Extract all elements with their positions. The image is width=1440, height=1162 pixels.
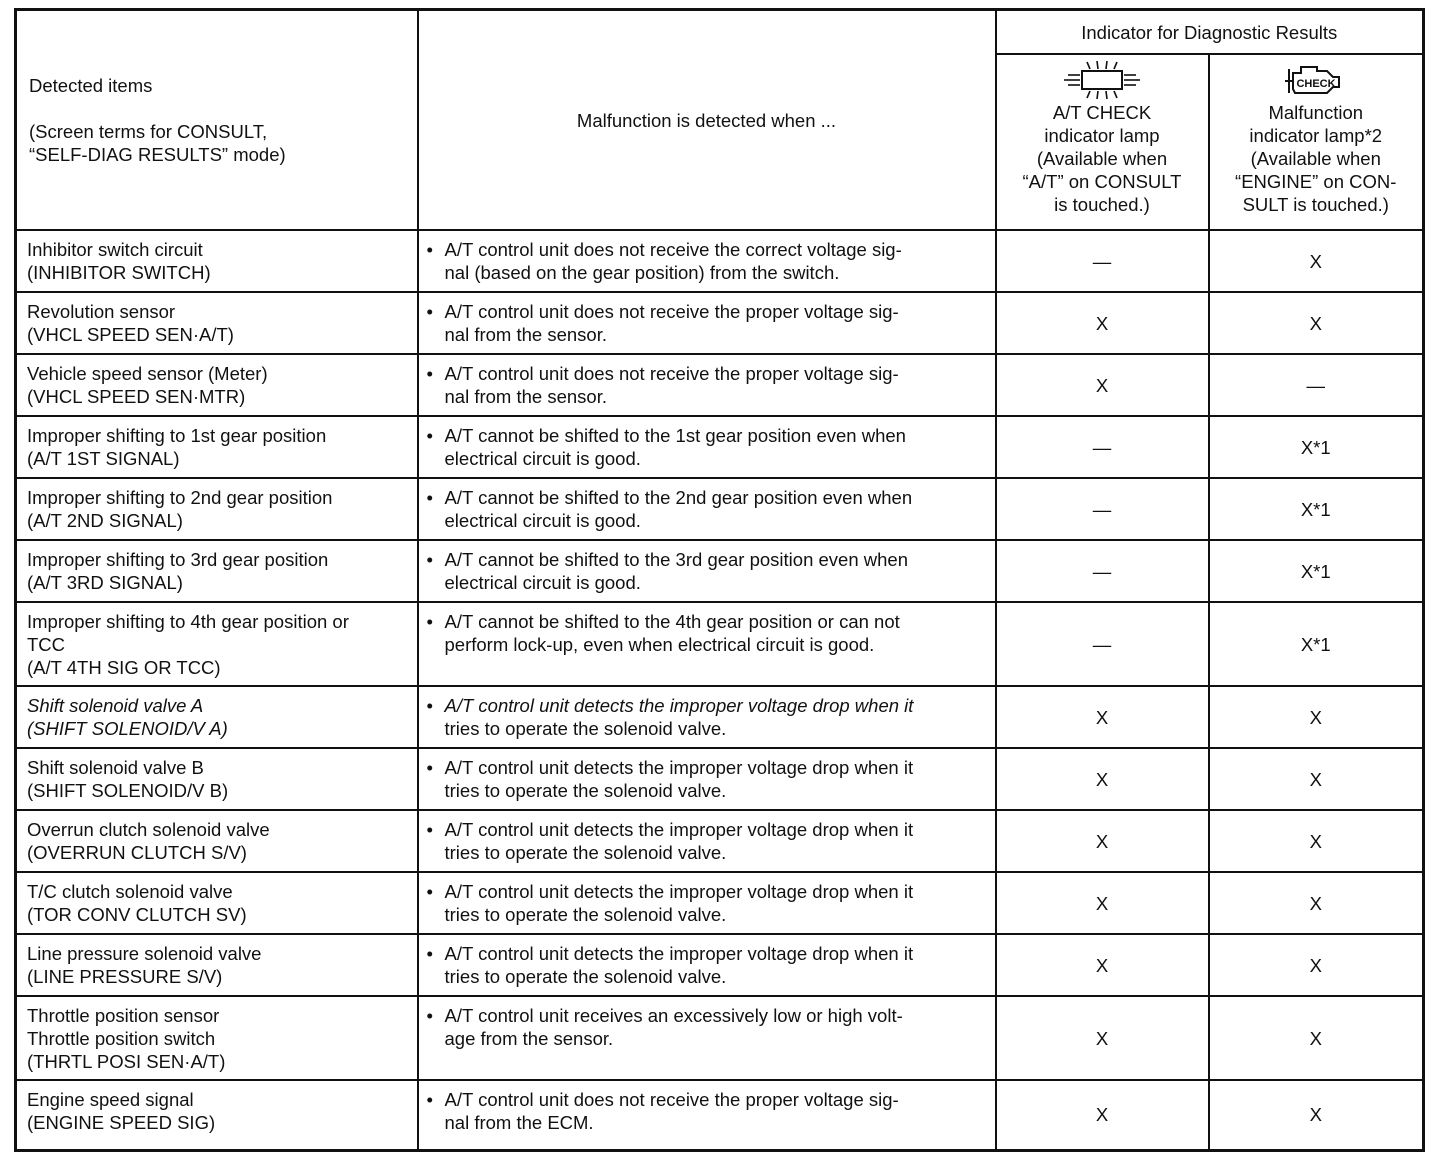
malfunction-line: A/T control unit does not receive the correct voltage sig- bbox=[444, 239, 902, 260]
detected-item-line: Shift solenoid valve A bbox=[27, 695, 204, 716]
detected-item-line: (A/T 1ST SIGNAL) bbox=[27, 448, 180, 469]
malfunction-line: perform lock-up, even when electrical circuit is good. bbox=[444, 634, 875, 655]
detected-item-cell bbox=[16, 686, 418, 748]
bullet-icon: • bbox=[426, 1089, 433, 1110]
table-row bbox=[16, 230, 1424, 292]
detected-item-cell bbox=[16, 810, 418, 872]
malfunction-line: nal (based on the gear position) from the switch. bbox=[444, 262, 840, 283]
at-check-line: “A/T” on CONSULT bbox=[1022, 171, 1182, 192]
malfunction-line: A/T control unit does not receive the proper voltage sig- bbox=[444, 363, 899, 384]
bullet-icon: • bbox=[426, 1005, 433, 1026]
malfunction-line: nal from the sensor. bbox=[444, 386, 607, 407]
detected-item-cell bbox=[16, 540, 418, 602]
malfunction-line: electrical circuit is good. bbox=[444, 448, 641, 469]
malfunction-line: A/T control unit detects the improper voltage drop when it bbox=[444, 943, 914, 964]
detected-items-note: (Screen terms for CONSULT, bbox=[29, 121, 268, 142]
table-row bbox=[16, 872, 1424, 934]
detected-item-line: (A/T 2ND SIGNAL) bbox=[27, 510, 183, 531]
at-check-result: — bbox=[996, 478, 1209, 540]
mil-result: X*1 bbox=[1209, 540, 1424, 602]
header-detected-items bbox=[16, 10, 418, 231]
malfunction-line: electrical circuit is good. bbox=[444, 572, 641, 593]
at-check-result: — bbox=[996, 416, 1209, 478]
malfunction-cell bbox=[418, 354, 996, 416]
malfunction-cell bbox=[418, 934, 996, 996]
detected-item-line: Throttle position switch bbox=[27, 1028, 216, 1049]
malfunction-line: nal from the sensor. bbox=[444, 324, 607, 345]
mil-line: SULT is touched.) bbox=[1242, 194, 1389, 215]
at-check-line: A/T CHECK bbox=[1052, 102, 1152, 123]
bullet-icon: • bbox=[426, 239, 433, 260]
bullet-icon: • bbox=[426, 549, 433, 570]
detected-item-line: Overrun clutch solenoid valve bbox=[27, 819, 270, 840]
malfunction-line: A/T control unit receives an excessively low or high volt- bbox=[444, 1005, 903, 1026]
header-malfunction: Malfunction is detected when ... bbox=[418, 10, 996, 231]
malfunction-cell bbox=[418, 1080, 996, 1150]
detected-item-cell bbox=[16, 602, 418, 686]
bullet-icon: • bbox=[426, 363, 433, 384]
malfunction-line: A/T control unit does not receive the proper voltage sig- bbox=[444, 1089, 899, 1110]
diagnostic-results-table bbox=[14, 8, 1425, 1152]
mil-result: X bbox=[1209, 686, 1424, 748]
malfunction-line: age from the sensor. bbox=[444, 1028, 614, 1049]
malfunction-line: nal from the ECM. bbox=[444, 1112, 594, 1133]
at-check-result: X bbox=[996, 292, 1209, 354]
check-engine-icon bbox=[1281, 59, 1351, 101]
malfunction-cell bbox=[418, 230, 996, 292]
at-check-line: (Available when bbox=[1036, 148, 1168, 169]
bullet-icon: • bbox=[426, 943, 433, 964]
at-check-result: X bbox=[996, 996, 1209, 1080]
detected-item-cell bbox=[16, 292, 418, 354]
detected-item-line: Engine speed signal bbox=[27, 1089, 194, 1110]
bullet-icon: • bbox=[426, 881, 433, 902]
malfunction-cell bbox=[418, 602, 996, 686]
bullet-icon: • bbox=[426, 819, 433, 840]
mil-result: X bbox=[1209, 996, 1424, 1080]
detected-item-line: (OVERRUN CLUTCH S/V) bbox=[27, 842, 247, 863]
table-row bbox=[16, 1080, 1424, 1150]
table-row bbox=[16, 602, 1424, 686]
mil-result: — bbox=[1209, 354, 1424, 416]
detected-item-line: T/C clutch solenoid valve bbox=[27, 881, 233, 902]
table-row bbox=[16, 292, 1424, 354]
malfunction-line: tries to operate the solenoid valve. bbox=[444, 904, 727, 925]
malfunction-line: A/T cannot be shifted to the 2nd gear position even when bbox=[444, 487, 913, 508]
table-row bbox=[16, 934, 1424, 996]
at-check-result: X bbox=[996, 934, 1209, 996]
detected-items-label: Detected items bbox=[29, 75, 153, 96]
detected-item-line: Shift solenoid valve B bbox=[27, 757, 204, 778]
malfunction-cell bbox=[418, 686, 996, 748]
table-row bbox=[16, 748, 1424, 810]
mil-result: X bbox=[1209, 810, 1424, 872]
header-mil-lamp bbox=[1209, 54, 1424, 230]
at-check-result: — bbox=[996, 540, 1209, 602]
mil-result: X bbox=[1209, 230, 1424, 292]
table-row bbox=[16, 354, 1424, 416]
at-check-line: indicator lamp bbox=[1044, 125, 1160, 146]
detected-item-cell bbox=[16, 748, 418, 810]
mil-result: X bbox=[1209, 934, 1424, 996]
detected-item-line: Throttle position sensor bbox=[27, 1005, 220, 1026]
detected-item-line: (VHCL SPEED SEN·MTR) bbox=[27, 386, 246, 407]
detected-items-note: “SELF-DIAG RESULTS” mode) bbox=[29, 144, 286, 165]
mil-line: Malfunction bbox=[1268, 102, 1364, 123]
malfunction-line: A/T control unit detects the improper voltage drop when it bbox=[444, 881, 914, 902]
malfunction-cell bbox=[418, 996, 996, 1080]
table-row bbox=[16, 686, 1424, 748]
at-check-result: X bbox=[996, 872, 1209, 934]
table-row bbox=[16, 810, 1424, 872]
detected-item-line: (LINE PRESSURE S/V) bbox=[27, 966, 223, 987]
malfunction-cell bbox=[418, 292, 996, 354]
malfunction-line: A/T control unit detects the improper voltage drop when it bbox=[444, 695, 914, 716]
malfunction-line: A/T control unit does not receive the proper voltage sig- bbox=[444, 301, 899, 322]
detected-item-line: TCC bbox=[27, 634, 66, 655]
detected-item-line: (TOR CONV CLUTCH SV) bbox=[27, 904, 247, 925]
bullet-icon: • bbox=[426, 757, 433, 778]
at-check-result: — bbox=[996, 602, 1209, 686]
detected-item-line: Revolution sensor bbox=[27, 301, 176, 322]
mil-line: indicator lamp*2 bbox=[1249, 125, 1383, 146]
detected-item-cell bbox=[16, 416, 418, 478]
detected-item-cell bbox=[16, 872, 418, 934]
detected-item-cell bbox=[16, 478, 418, 540]
malfunction-cell bbox=[418, 872, 996, 934]
at-check-lamp-icon bbox=[1054, 59, 1150, 101]
malfunction-cell bbox=[418, 416, 996, 478]
mil-line: (Available when bbox=[1250, 148, 1381, 169]
at-check-line: is touched.) bbox=[1054, 194, 1150, 215]
detected-item-line: (ENGINE SPEED SIG) bbox=[27, 1112, 216, 1133]
detected-item-cell bbox=[16, 1080, 418, 1150]
malfunction-line: tries to operate the solenoid valve. bbox=[444, 842, 727, 863]
table-body bbox=[16, 230, 1424, 1150]
detected-item-cell bbox=[16, 354, 418, 416]
header-at-check-lamp bbox=[996, 54, 1209, 230]
mil-result: X*1 bbox=[1209, 602, 1424, 686]
mil-result: X bbox=[1209, 748, 1424, 810]
detected-item-line: (INHIBITOR SWITCH) bbox=[27, 262, 211, 283]
bullet-icon: • bbox=[426, 695, 433, 716]
detected-item-line: (A/T 4TH SIG OR TCC) bbox=[27, 657, 221, 678]
table-row bbox=[16, 540, 1424, 602]
detected-item-line: (SHIFT SOLENOID/V A) bbox=[27, 718, 228, 739]
malfunction-line: A/T control unit detects the improper voltage drop when it bbox=[444, 819, 914, 840]
malfunction-line: tries to operate the solenoid valve. bbox=[444, 718, 727, 739]
bullet-icon: • bbox=[426, 301, 433, 322]
bullet-icon: • bbox=[426, 487, 433, 508]
table-row bbox=[16, 996, 1424, 1080]
detected-item-line: Improper shifting to 1st gear position bbox=[27, 425, 327, 446]
mil-result: X*1 bbox=[1209, 416, 1424, 478]
detected-item-line: (VHCL SPEED SEN·A/T) bbox=[27, 324, 234, 345]
detected-item-line: Inhibitor switch circuit bbox=[27, 239, 203, 260]
mil-result: X*1 bbox=[1209, 478, 1424, 540]
mil-line: “ENGINE” on CON- bbox=[1235, 171, 1397, 192]
malfunction-line: A/T cannot be shifted to the 4th gear position or can not bbox=[444, 611, 900, 632]
malfunction-line: tries to operate the solenoid valve. bbox=[444, 780, 727, 801]
table-row bbox=[16, 416, 1424, 478]
mil-result: X bbox=[1209, 1080, 1424, 1150]
detected-item-cell bbox=[16, 934, 418, 996]
check-engine-icon-text: CHECK bbox=[1296, 78, 1336, 90]
malfunction-line: A/T control unit detects the improper voltage drop when it bbox=[444, 757, 914, 778]
at-check-result: — bbox=[996, 230, 1209, 292]
malfunction-line: tries to operate the solenoid valve. bbox=[444, 966, 727, 987]
mil-result: X bbox=[1209, 292, 1424, 354]
malfunction-cell bbox=[418, 810, 996, 872]
malfunction-line: A/T cannot be shifted to the 3rd gear position even when bbox=[444, 549, 908, 570]
malfunction-line: A/T cannot be shifted to the 1st gear position even when bbox=[444, 425, 906, 446]
detected-item-line: (SHIFT SOLENOID/V B) bbox=[27, 780, 229, 801]
bullet-icon: • bbox=[426, 425, 433, 446]
detected-item-line: Vehicle speed sensor (Meter) bbox=[27, 363, 268, 384]
at-check-result: X bbox=[996, 686, 1209, 748]
detected-item-cell bbox=[16, 996, 418, 1080]
mil-result: X bbox=[1209, 872, 1424, 934]
header-indicator-group: Indicator for Diagnostic Results bbox=[996, 10, 1424, 55]
malfunction-line: electrical circuit is good. bbox=[444, 510, 641, 531]
detected-item-line: (A/T 3RD SIGNAL) bbox=[27, 572, 183, 593]
at-check-result: X bbox=[996, 748, 1209, 810]
malfunction-cell bbox=[418, 748, 996, 810]
table-row bbox=[16, 478, 1424, 540]
detected-item-line: (THRTL POSI SEN·A/T) bbox=[27, 1051, 226, 1072]
detected-item-line: Line pressure solenoid valve bbox=[27, 943, 262, 964]
bullet-icon: • bbox=[426, 611, 433, 632]
at-check-result: X bbox=[996, 354, 1209, 416]
malfunction-cell bbox=[418, 478, 996, 540]
at-check-result: X bbox=[996, 1080, 1209, 1150]
detected-item-cell bbox=[16, 230, 418, 292]
detected-item-line: Improper shifting to 3rd gear position bbox=[27, 549, 329, 570]
malfunction-cell bbox=[418, 540, 996, 602]
at-check-result: X bbox=[996, 810, 1209, 872]
detected-item-line: Improper shifting to 4th gear position or bbox=[27, 611, 349, 632]
detected-item-line: Improper shifting to 2nd gear position bbox=[27, 487, 333, 508]
